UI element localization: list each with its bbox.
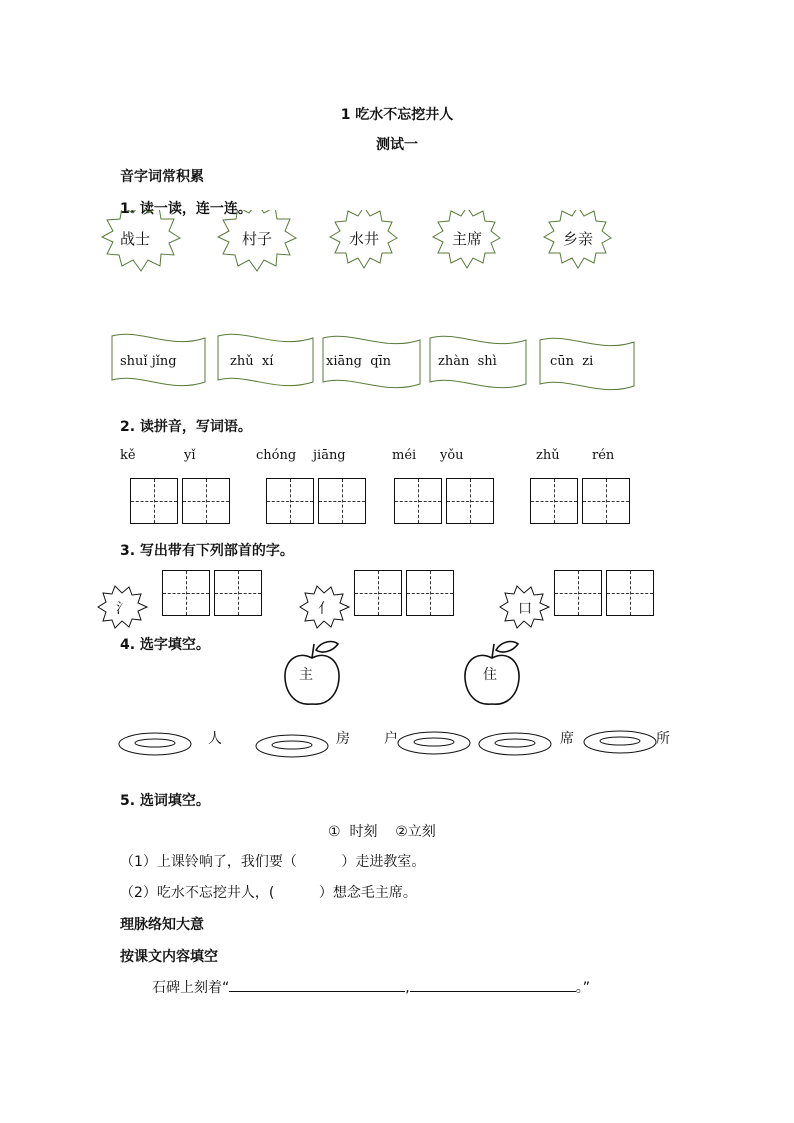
fill-mid: , xyxy=(405,980,410,996)
plate-char-3: 户 xyxy=(384,731,398,747)
q2-pinyin-3a: méi xyxy=(392,448,417,463)
q2-write-box[interactable] xyxy=(318,478,366,524)
q2-pinyin-2b: jiāng xyxy=(313,448,346,463)
q3-write-box[interactable] xyxy=(162,570,210,616)
page-title: 1 吃水不忘挖井人 xyxy=(340,107,454,123)
q2-heading: 2. 读拼音，写词语。 xyxy=(120,419,252,435)
section-heading-2: 理脉络知大意 xyxy=(120,917,204,933)
plate-char-1: 人 xyxy=(208,731,222,747)
section-heading-3: 按课文内容填空 xyxy=(120,949,218,965)
q2-pinyin-4a: zhǔ xyxy=(536,448,560,463)
word-2: 村子 xyxy=(241,230,272,248)
radical-1: 氵 xyxy=(116,601,130,617)
fill-suffix: 。” xyxy=(575,980,590,996)
pinyin-4: zhàn shì xyxy=(438,354,497,369)
q4-heading: 4. 选字填空。 xyxy=(120,637,210,653)
q2-pinyin-1a: kě xyxy=(120,448,136,463)
page-subtitle: 测试一 xyxy=(376,137,418,153)
q3-write-box[interactable] xyxy=(554,570,602,616)
fill-blank-2[interactable] xyxy=(410,977,576,992)
q2-write-box[interactable] xyxy=(130,478,178,524)
q2-write-box[interactable] xyxy=(266,478,314,524)
word-1: 战士 xyxy=(119,230,150,248)
plate-char-5: 所 xyxy=(656,731,670,747)
fill-blank-1[interactable] xyxy=(229,977,405,992)
q2-write-box[interactable] xyxy=(182,478,230,524)
plate-char-2: 房 xyxy=(336,731,350,747)
q5-options: ① 时刻 ②立刻 xyxy=(328,824,436,840)
apple-char-1: 主 xyxy=(299,667,313,683)
word-3: 水井 xyxy=(348,230,379,248)
q3-heading: 3. 写出带有下列部首的字。 xyxy=(120,543,294,559)
q3-write-box[interactable] xyxy=(214,570,262,616)
q3-write-box[interactable] xyxy=(406,570,454,616)
q2-pinyin-1b: yǐ xyxy=(184,448,196,463)
word-5: 乡亲 xyxy=(562,230,593,248)
plate-char-4: 席 xyxy=(560,731,574,747)
pinyin-1: shuǐ jǐng xyxy=(120,354,177,369)
q2-write-box[interactable] xyxy=(582,478,630,524)
pinyin-5: cūn zi xyxy=(550,354,594,369)
q2-pinyin-4b: rén xyxy=(592,448,615,463)
q3-write-box[interactable] xyxy=(354,570,402,616)
pinyin-2: zhǔ xí xyxy=(230,354,274,369)
q2-write-box[interactable] xyxy=(446,478,494,524)
pinyin-3: xiāng qīn xyxy=(326,354,392,369)
q2-pinyin-2a: chóng xyxy=(256,448,297,463)
q2-write-box[interactable] xyxy=(530,478,578,524)
radical-2: 亻 xyxy=(318,601,332,617)
q5-sentence-1: （1）上课铃响了，我们要（ ）走进教室。 xyxy=(120,854,426,870)
fill-prefix: 石碑上刻着“ xyxy=(152,980,230,996)
q5-sentence-2: （2）吃水不忘挖井人，( ）想念毛主席。 xyxy=(120,885,417,901)
q5-heading: 5. 选词填空。 xyxy=(120,793,210,809)
q2-write-box[interactable] xyxy=(394,478,442,524)
word-4: 主席 xyxy=(451,230,482,248)
q3-write-box[interactable] xyxy=(606,570,654,616)
apple-char-2: 住 xyxy=(483,667,497,683)
q1-heading: 1. 读一读，连一连。 xyxy=(120,201,252,217)
section-heading-1: 音字词常积累 xyxy=(120,169,204,185)
q2-pinyin-3b: yǒu xyxy=(440,448,464,463)
fill-sentence xyxy=(152,977,590,997)
radical-3: 口 xyxy=(518,601,532,617)
apples xyxy=(0,636,794,716)
